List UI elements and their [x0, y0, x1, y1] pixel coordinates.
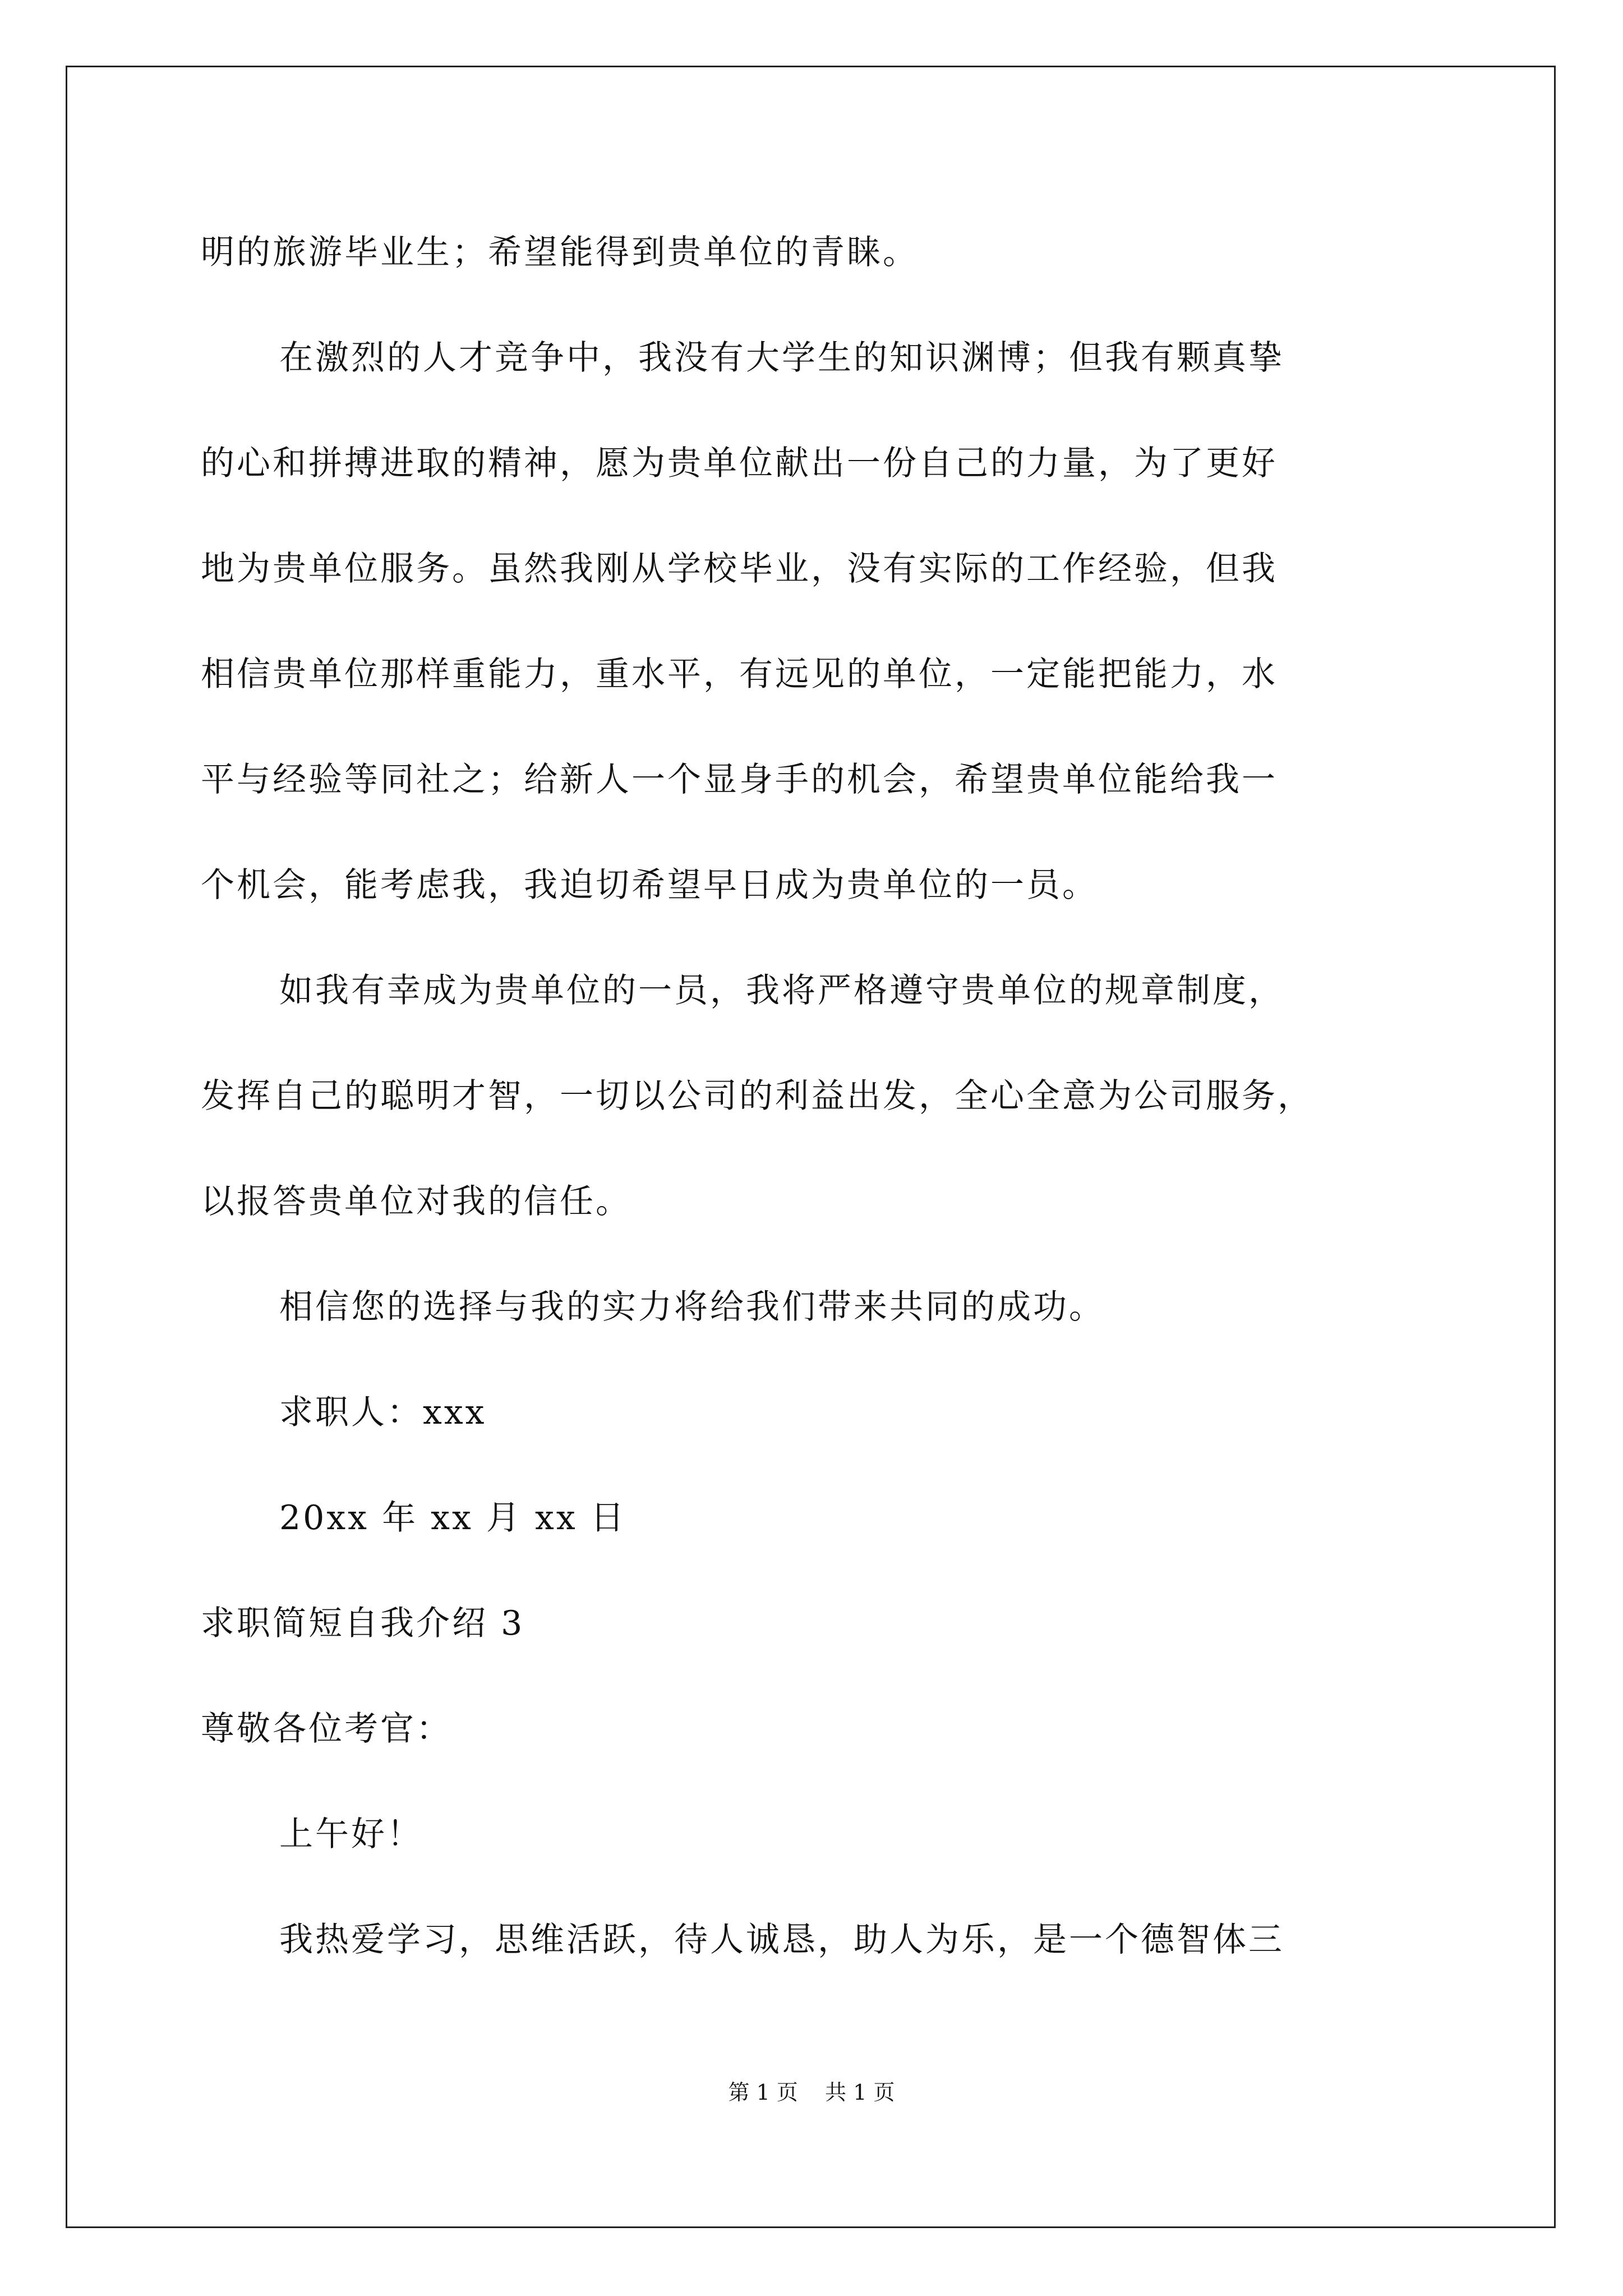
salutation: 尊敬各位考官： [201, 1709, 452, 1749]
section-heading: 求职简短自我介绍 3 [201, 1604, 525, 1643]
text-line: 平与经验等同社之；给新人一个显身手的机会，希望贵单位能给我一 [201, 760, 1278, 799]
text-line: 的心和拼搏进取的精神，愿为贵单位献出一份自己的力量，为了更好 [201, 444, 1278, 483]
greeting: 上午好！ [279, 1815, 423, 1854]
page-number-footer: 第 1 页 共 1 页 [728, 2080, 895, 2105]
paragraph-start: 在激烈的人才竞争中，我没有大学生的知识渊博；但我有颗真挚 [279, 338, 1284, 378]
paragraph-start: 相信您的选择与我的实力将给我们带来共同的成功。 [279, 1287, 1105, 1327]
paragraph-start: 如我有幸成为贵单位的一员，我将严格遵守贵单位的规章制度， [279, 971, 1284, 1010]
page-frame [66, 66, 1556, 2228]
text-line: 以报答贵单位对我的信任。 [201, 1182, 631, 1221]
text-line: 发挥自己的聪明才智，一切以公司的利益出发，全心全意为公司服务， [201, 1076, 1313, 1116]
text-line: 明的旅游毕业生；希望能得到贵单位的青睐。 [201, 233, 919, 272]
text-line: 相信贵单位那样重能力，重水平，有远见的单位，一定能把能力，水 [201, 655, 1278, 694]
paragraph-start: 我热爱学习，思维活跃，待人诚恳，助人为乐，是一个德智体三 [279, 1920, 1284, 1959]
text-line: 地为贵单位服务。虽然我刚从学校毕业，没有实际的工作经验，但我 [201, 549, 1278, 588]
signature-name: 求职人：xxx [279, 1393, 487, 1432]
signature-date: 20xx 年 xx 月 xx 日 [279, 1498, 626, 1538]
text-line: 个机会，能考虑我，我迫切希望早日成为贵单位的一员。 [201, 866, 1098, 905]
